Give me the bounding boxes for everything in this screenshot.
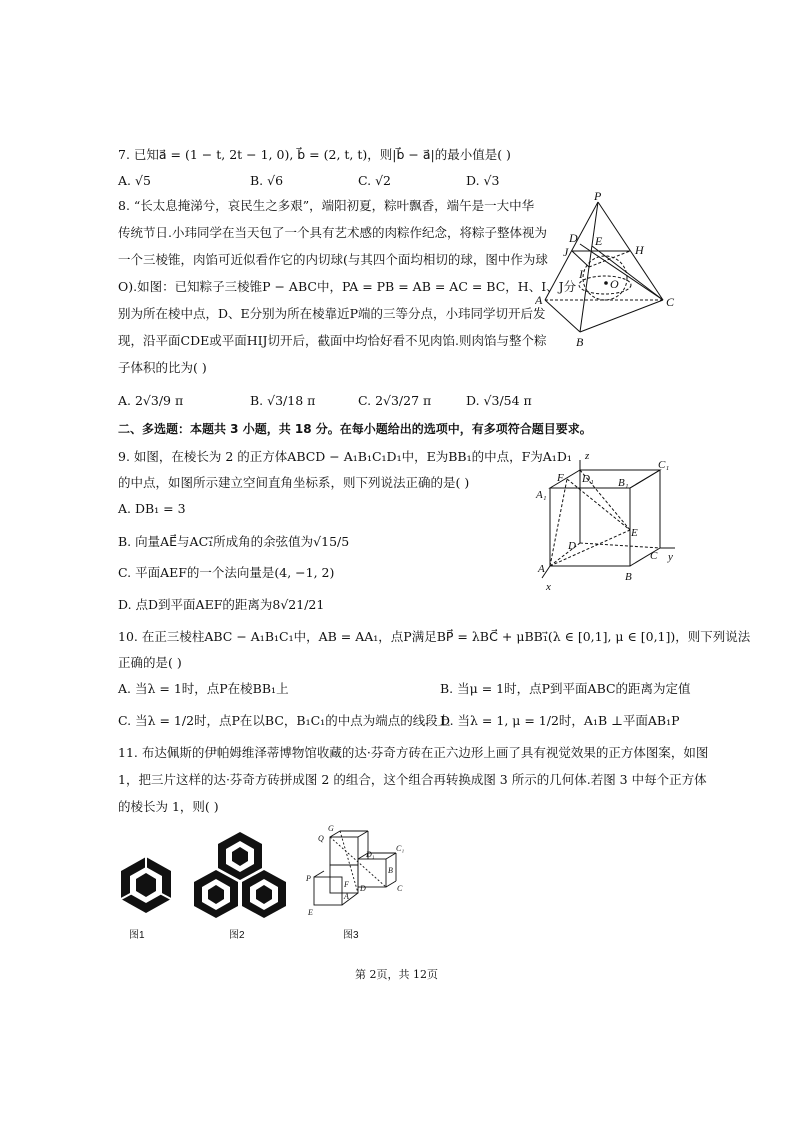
q7-option-a: A. √5	[118, 173, 151, 188]
q9-line-1: 9. 如图，在棱长为 2 的正方体ABCD − A₁B₁C₁D₁中，E为BB₁的中点，F为A₁D₁	[118, 449, 572, 464]
label-e: E	[595, 234, 603, 248]
tile-figure-2	[188, 830, 292, 920]
cube-structure-figure-3	[300, 825, 412, 925]
label-c: C	[666, 295, 675, 309]
label-f: F	[344, 880, 349, 889]
q10-option-d: D. 当λ = 1, μ = 1/2时，A₁B ⊥平面AB₁P	[440, 713, 680, 728]
label-p: P	[306, 874, 311, 883]
label-j: J	[563, 245, 569, 259]
label-z: z	[585, 450, 590, 462]
label-g: G	[328, 825, 334, 833]
q7-option-c: C. √2	[358, 173, 391, 188]
q8-line-5: 别为所在棱中点，D、E分别为所在棱靠近P端的三等分点，小玮同学切开后发	[118, 306, 546, 321]
q10-line-1: 10. 在正三棱柱ABC − A₁B₁C₁中，AB = AA₁，点P满足BP⃗ = λBC⃗ + μBB₁⃗(λ ∈ [0,1], μ ∈ [0,1])，则下列说法	[118, 629, 751, 644]
q8-option-c: C. 2√3/27 π	[358, 393, 432, 408]
q9-option-c: C. 平面AEF的一个法向量是(4, −1, 2)	[118, 565, 335, 580]
label-c: C	[650, 550, 658, 562]
label-c1: C₁	[396, 844, 405, 853]
label-c1: C₁	[658, 459, 670, 471]
label-p: P	[594, 190, 602, 203]
label-c: C	[397, 884, 403, 893]
label-h: H	[635, 243, 644, 257]
label-a1: A₁	[536, 489, 547, 501]
q7-stem: 7. 已知a⃗ = (1 − t, 2t − 1, 0), b⃗ = (2, t, t)，则|b⃗ − a⃗|的最小值是( )	[118, 147, 511, 162]
figure-1-caption: 图1	[129, 930, 145, 941]
label-a: A	[538, 563, 545, 575]
label-y: y	[668, 551, 673, 563]
q8-line-3: 一个三棱锥，肉馅可近似看作它的内切球(与其四个面均相切的球，图中作为球	[118, 252, 548, 267]
tetrahedron-figure	[535, 190, 685, 350]
q8-option-b: B. √3/18 π	[250, 393, 316, 408]
label-b1: B₁	[618, 477, 629, 489]
label-q: Q	[318, 834, 324, 843]
q10-line-2: 正确的是( )	[118, 655, 182, 670]
q8-line-7: 子体积的比为( )	[118, 360, 207, 375]
q8-line-4: O).如图：已知粽子三棱锥P − ABC中，PA = PB = AB = AC = BC，H、I、J分	[118, 279, 577, 294]
label-d1: D₁	[582, 473, 594, 485]
label-o: O	[610, 277, 619, 291]
q9-option-d: D. 点D到平面AEF的距离为8√21/21	[118, 597, 325, 612]
label-b: B	[576, 335, 584, 349]
label-f: F	[557, 472, 564, 484]
label-i: I	[579, 267, 583, 281]
label-d: D	[568, 540, 576, 552]
label-e: E	[308, 908, 313, 917]
label-x: x	[546, 581, 551, 593]
cube-figure	[530, 448, 690, 596]
q10-option-c: C. 当λ = 1/2时，点P在以BC，B₁C₁的中点为端点的线段上	[118, 713, 451, 728]
label-d: D	[360, 884, 366, 893]
q8-line-2: 传统节日.小玮同学在当天包了一个具有艺术感的肉粽作纪念，将粽子整体视为	[118, 225, 547, 240]
label-b: B	[625, 571, 632, 583]
figure-2-caption: 图2	[229, 930, 245, 941]
q8-option-d: D. √3/54 π	[466, 393, 532, 408]
label-a: A	[535, 293, 543, 307]
label-b: B	[388, 866, 393, 875]
label-d1: D₁	[366, 850, 375, 859]
q9-line-2: 的中点，如图所示建立空间直角坐标系，则下列说法正确的是( )	[118, 475, 470, 490]
q9-option-b: B. 向量AE⃗与AC₁⃗所成角的余弦值为√15/5	[118, 534, 350, 549]
q11-line-3: 的棱长为 1，则( )	[118, 799, 219, 814]
q7-option-b: B. √6	[250, 173, 284, 188]
q11-line-2: 1，把三片这样的达·芬奇方砖拼成图 2 的组合，这个组合再转换成图 3 所示的几何体.若图 3 中每个正方体	[118, 772, 707, 787]
q9-option-a: A. DB₁ = 3	[118, 501, 186, 516]
label-a: A	[344, 892, 349, 901]
q10-option-a: A. 当λ = 1时，点P在棱BB₁上	[118, 681, 289, 696]
section-2-heading: 二、多选题：本题共 3 小题，共 18 分。在每小题给出的选项中，有多项符合题目要求。	[118, 422, 592, 436]
q11-line-1: 11. 布达佩斯的伊帕姆维泽蒂博物馆收藏的达·芬奇方砖在正六边形上画了具有视觉效果的正方体图案，如图	[118, 745, 709, 760]
label-d: D	[569, 231, 578, 245]
label-e: E	[631, 527, 638, 539]
figure-3-caption: 图3	[343, 930, 359, 941]
page-footer: 第 2页，共 12页	[355, 968, 438, 981]
q8-line-1: 8. “长太息掩涕兮，哀民生之多艰”，端阳初夏，粽叶飘香，端午是一大中华	[118, 198, 535, 213]
q7-option-d: D. √3	[466, 173, 500, 188]
q10-option-b: B. 当μ = 1时，点P到平面ABC的距离为定值	[440, 681, 691, 696]
q8-line-6: 现，沿平面CDE或平面HIJ切开后，截面中均恰好看不见肉馅.则肉馅与整个粽	[118, 333, 547, 348]
tile-figure-1	[118, 855, 174, 915]
q8-option-a: A. 2√3/9 π	[118, 393, 184, 408]
